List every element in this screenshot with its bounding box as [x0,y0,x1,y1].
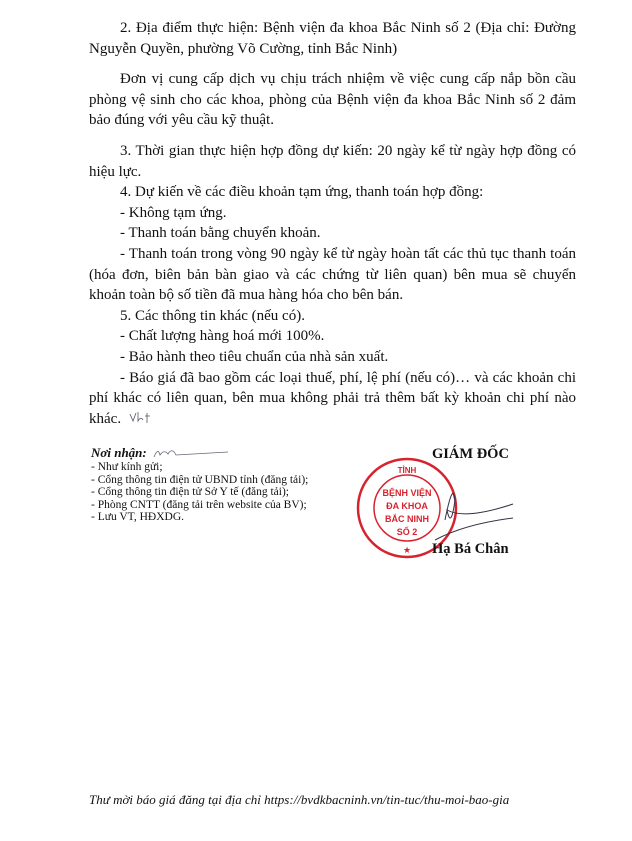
recipient-item: - Lưu VT, HĐXDG. [91,511,185,524]
paragraph-no-advance: - Không tạm ứng. [120,204,227,221]
director-signature-icon [425,480,515,550]
stamp-line: ĐA KHOA [386,501,428,511]
stamp-line: BẮC NINH [385,514,429,524]
paragraph-payment-terms: 4. Dự kiến về các điều khoản tạm ứng, thanh toán hợp đồng: [120,184,484,201]
initial-signature-icon [128,410,154,424]
recipients-signature-icon [150,445,230,463]
paragraph-other-info: 5. Các thông tin khác (nếu có). [120,307,305,324]
signature-title: GIÁM ĐỐC [432,446,509,462]
paragraph-transfer: - Thanh toán bằng chuyển khoản. [120,225,321,242]
recipients-title: Nơi nhận: [91,445,147,460]
recipient-item: - Phòng CNTT (đăng tải trên website của BV); [91,498,307,511]
paragraph-warranty: - Bảo hành theo tiêu chuẩn của nhà sản xuất. [120,348,389,365]
recipient-item: - Cổng thông tin điện tử Sở Y tế (đăng tải); [91,486,289,499]
document-body [89,18,576,429]
paragraph-payment-90-days: - Thanh toán trong vòng 90 ngày kể từ ngày hoàn tất các thủ tục thanh toán (hóa đơn, biên bản bàn giao và các chứng từ liên quan) bên mua sẽ chuyển khoản toàn bộ số tiền đã mua hàng hóa cho bên bán. [89,245,576,304]
stamp-line: BỆNH VIỆN [382,488,432,498]
stamp-line: SỐ 2 [396,527,418,537]
signer-name: Hạ Bá Chân [432,541,509,557]
svg-text:★: ★ [402,545,412,555]
paragraph-duration: 3. Thời gian thực hiện hợp đồng dự kiến: 20 ngày kể từ ngày hợp đồng có hiệu lực. [89,142,576,180]
footer-note: Thư mời báo giá đăng tại địa chỉ https://bvdkbacninh.vn/tin-tuc/thu-moi-bao-gia [89,792,510,807]
paragraph-location: 2. Địa điểm thực hiện: Bệnh viện đa khoa Bắc Ninh số 2 (Địa chỉ: Đường Nguyễn Quyền, phường Võ Cường, tỉnh Bắc Ninh) [89,20,576,57]
recipient-item: - Như kính gửi; [91,461,163,473]
paragraph-responsibility: Đơn vị cung cấp dịch vụ chịu trách nhiệm về việc cung cấp nắp bồn cầu phòng vệ sinh cho các khoa, phòng của Bệnh viện đa khoa Bắc Ninh số 2 đảm bảo đúng với yêu cầu kỹ thuật. [89,71,576,129]
paragraph-quality: - Chất lượng hàng hoá mới 100%. [120,328,325,345]
paragraph-quote-includes: - Báo giá đã bao gồm các loại thuế, phí, lệ phí (nếu có)… và các khoản chi phí khác có liên quan, bên mua không phải trả thêm bất kỳ khoản chi phí nào khác. [89,369,576,427]
recipient-item: - Cổng thông tin điện tử UBND tỉnh (đăng tải); [91,473,309,486]
svg-text:TỈNH: TỈNH [397,466,417,475]
